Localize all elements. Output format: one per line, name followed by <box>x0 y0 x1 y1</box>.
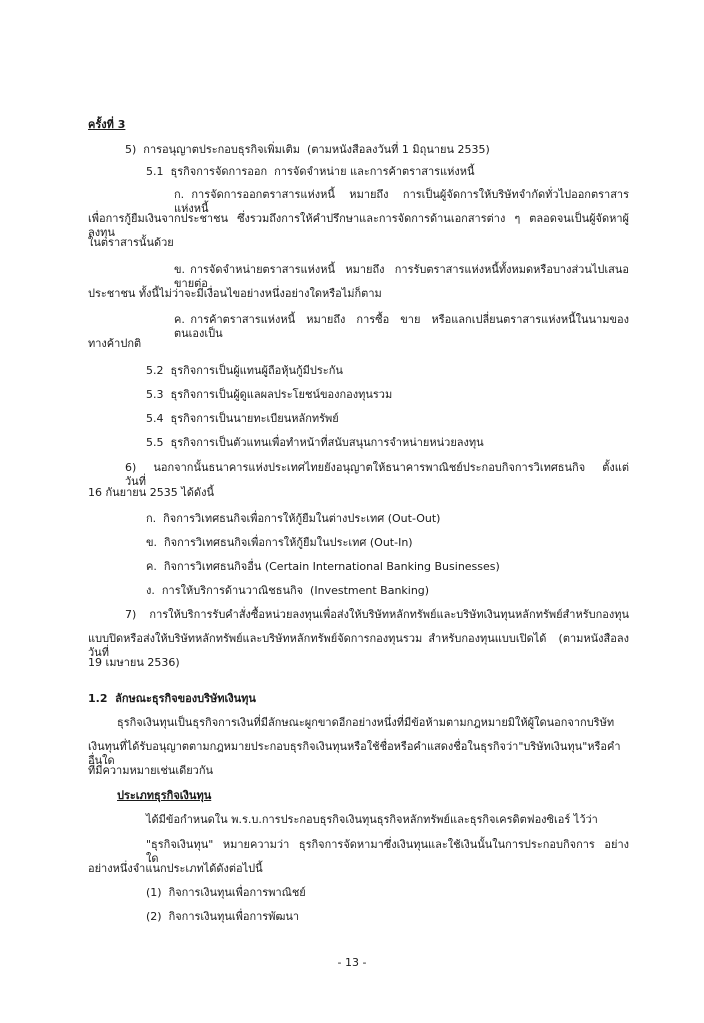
page-number: - 13 - <box>337 956 367 969</box>
item-5-5: 5.5 ธุรกิจการเป็นตัวแทนเพื่อทำหน้าที่สนับสนุนการจำหน่ายหน่วยลงทุน <box>146 436 484 449</box>
types-line-3: อย่างหนึ่งจำแนกประเภทได้ดังต่อไปนี้ <box>88 862 263 875</box>
item-5: 5) การอนุญาตประกอบธุรกิจเพิ่มเติม (ตามหนังสือลงวันที่ 1 มิถุนายน 2535) <box>125 143 490 156</box>
types-title: ประเภทธุรกิจเงินทุน <box>117 789 212 802</box>
item-6-b: ข. กิจการวิเทศธนกิจเพื่อการให้กู้ยืมในประเทศ (Out-In) <box>146 536 413 549</box>
section-1-2-paragraph-line-1: ธุรกิจเงินทุนเป็นธุรกิจการเงินที่มีลักษณะผูกขาดอีกอย่างหนึ่งที่มีข้อห้ามตามกฎหมายมิให้ผู้ใดนอกจากบริษัท <box>117 716 615 729</box>
item-6-line-2: 16 กันยายน 2535 ได้ดังนี้ <box>88 486 214 499</box>
section-1-2-title: 1.2 ลักษณะธุรกิจของบริษัทเงินทุน <box>88 692 256 705</box>
item-5-1-kho2-line-2: ทางค้าปกติ <box>88 337 142 350</box>
types-list-item-2: (2) กิจการเงินทุนเพื่อการพัฒนา <box>146 910 300 923</box>
item-7-line-1: 7) การให้บริการรับคำสั่งซื้อหน่วยลงทุนเพื่อส่งให้บริษัทหลักทรัพย์และบริษัทเงินทุนหลักทรัพย์สำหรับกองทุน <box>125 608 629 621</box>
item-5-1-kho-line-2: ประชาชน ทั้งนี้ไม่ว่าจะมีเงื่อนไขอย่างหนึ่งอย่างใดหรือไม่ก็ตาม <box>88 287 382 300</box>
item-5-1-ka-line-3: ในตราสารนั้นด้วย <box>88 236 174 249</box>
heading-time: ครั้งที่ 3 <box>88 118 126 131</box>
item-6-line-1: 6) นอกจากนั้นธนาคารแห่งประเทศไทยยังอนุญาตให้ธนาคารพาณิชย์ประกอบกิจการวิเทศธนกิจ ตั้งแต่วันที่ <box>125 461 629 488</box>
types-list-item-1: (1) กิจการเงินทุนเพื่อการพาณิชย์ <box>146 886 306 899</box>
item-5-1: 5.1 ธุรกิจการจัดการออก การจัดจำหน่าย และการค้าตราสารแห่งหนี้ <box>146 165 475 178</box>
types-line-1: ได้มีข้อกำหนดใน พ.ร.บ.การประกอบธุรกิจเงินทุนธุรกิจหลักทรัพย์และธุรกิจเครดิตฟองซิเอร์ ไว้ว่า <box>146 813 598 826</box>
item-7-line-3: 19 เมษายน 2536) <box>88 656 180 669</box>
item-5-1-ka-line-2: เพื่อการกู้ยืมเงินจากประชาชน ซึ่งรวมถึงการให้คำปรึกษาและการจัดการด้านเอกสารต่าง ๆ ตลอดจนเป็นผู้จัดหาผู้ลงทุน <box>88 212 629 239</box>
item-5-1-ka-line-1: ก. การจัดการออกตราสารแห่งหนี้ หมายถึง การเป็นผู้จัดการให้บริษัทจำกัดทั่วไปออกตราสารแห่งหนี้ <box>174 188 629 215</box>
item-5-1-kho2-line-1: ค. การค้าตราสารแห่งหนี้ หมายถึง การซื้อ ขาย หรือแลกเปลี่ยนตราสารแห่งหนี้ในนามของตนเองเป็น <box>174 313 629 340</box>
item-6-c: ค. กิจการวิเทศธนกิจอื่น (Certain International Banking Businesses) <box>146 560 500 573</box>
section-1-2-paragraph-line-3: ที่มีความหมายเช่นเดียวกัน <box>88 764 214 777</box>
section-1-2-paragraph-line-2: เงินทุนที่ได้รับอนุญาตตามกฎหมายประกอบธุรกิจเงินทุนหรือใช้ชื่อหรือคำแสดงชื่อในธุรกิจว่า"บริษัทเงินทุน"หรือคำอื่นใด <box>88 740 621 767</box>
types-line-2: "ธุรกิจเงินทุน" หมายความว่า ธุรกิจการจัดหามาซึ่งเงินทุนและใช้เงินนั้นในการประกอบกิจการ อย่างใด <box>146 838 629 865</box>
item-5-2: 5.2 ธุรกิจการเป็นผู้แทนผู้ถือหุ้นกู้มีประกัน <box>146 364 343 377</box>
item-6-a: ก. กิจการวิเทศธนกิจเพื่อการให้กู้ยืมในต่างประเทศ (Out-Out) <box>146 512 441 525</box>
item-6-d: ง. การให้บริการด้านวาณิชธนกิจ (Investment Banking) <box>146 584 430 597</box>
item-7-line-2: แบบปิดหรือส่งให้บริษัทหลักทรัพย์และบริษัทหลักทรัพย์จัดการกองทุนรวม สำหรับกองทุนแบบเปิดได้ (ตามหนังสือลงวันที่ <box>88 632 629 659</box>
item-5-3: 5.3 ธุรกิจการเป็นผู้ดูแลผลประโยชน์ของกองทุนรวม <box>146 388 393 401</box>
item-5-4: 5.4 ธุรกิจการเป็นนายทะเบียนหลักทรัพย์ <box>146 412 339 425</box>
item-5-1-kho-line-1: ข. การจัดจำหน่ายตราสารแห่งหนี้ หมายถึง การรับตราสารแห่งหนี้ทั้งหมดหรือบางส่วนไปเสนอขายต่อ <box>174 263 629 290</box>
